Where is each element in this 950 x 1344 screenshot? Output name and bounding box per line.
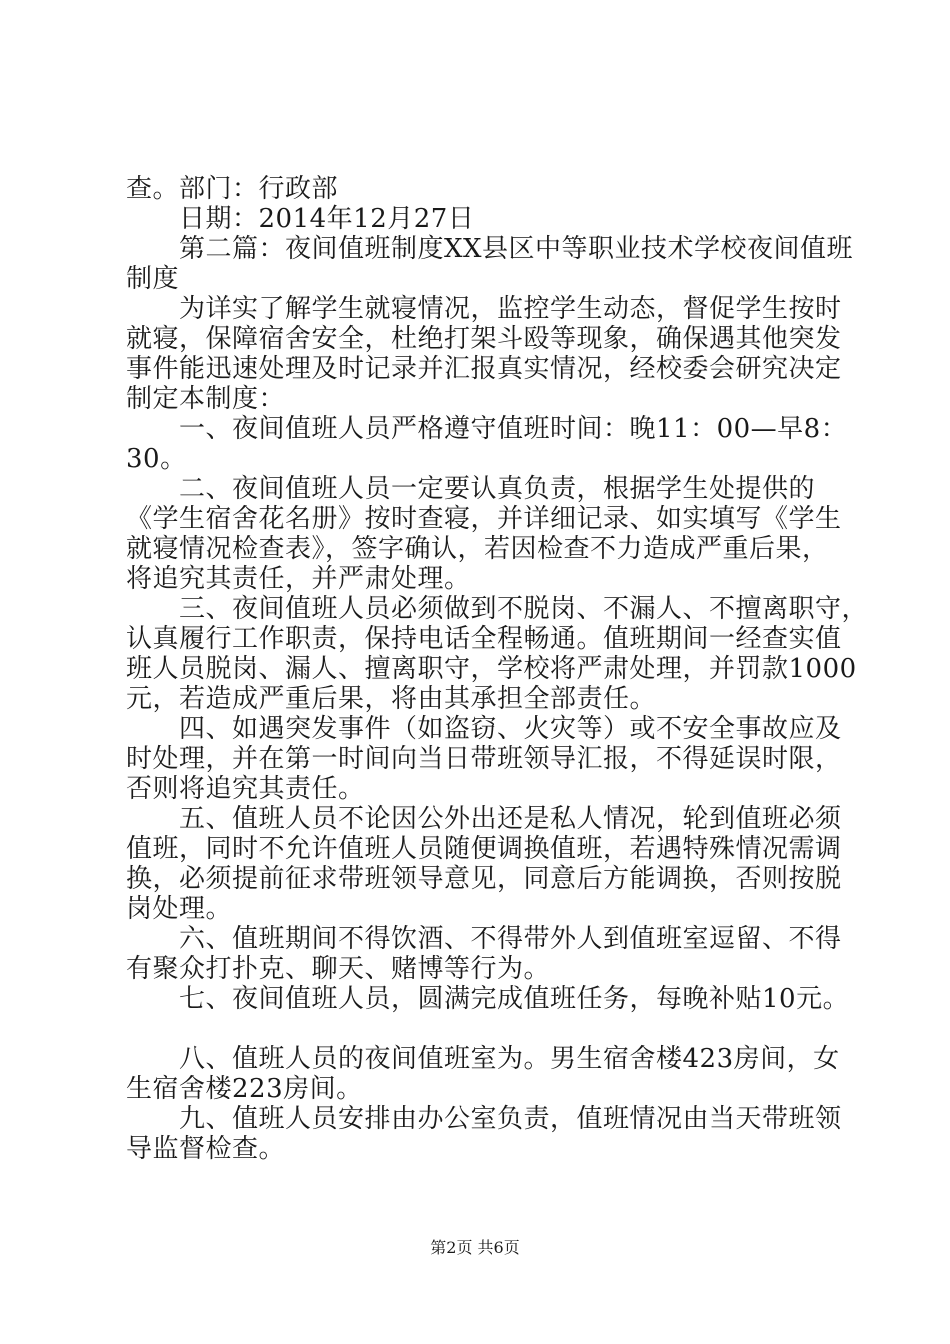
text-line: 将追究其责任，并严肃处理。 — [126, 564, 471, 594]
text-line: 就寝情况检查表》，签字确认，若因检查不力造成严重后果， — [126, 534, 829, 564]
text-line: 七、夜间值班人员，圆满完成值班任务，每晚补贴10元。 — [126, 984, 850, 1014]
text-line: 值班，同时不允许值班人员随便调换值班，若遇特殊情况需调 — [126, 834, 842, 864]
text-line: 八、值班人员的夜间值班室为。男生宿舍楼423房间，女 — [126, 1044, 840, 1074]
text-line: 二、夜间值班人员一定要认真负责，根据学生处提供的 — [126, 474, 816, 504]
paragraph-gap — [126, 1014, 838, 1044]
text-line: 换，必须提前征求带班领导意见，同意后方能调换，否则按脱 — [126, 864, 842, 894]
section-title-line: 制度 — [126, 264, 180, 294]
text-line: 元，若造成严重后果，将由其承担全部责任。 — [126, 684, 657, 714]
text-line: 事件能迅速处理及时记录并汇报真实情况，经校委会研究决定 — [126, 354, 842, 384]
text-line: 时处理，并在第一时间向当日带班领导汇报，不得延误时限， — [126, 744, 842, 774]
text-line: 四、如遇突发事件（如盗窃、火灾等）或不安全事故应及 — [126, 714, 842, 744]
text-line: 九、值班人员安排由办公室负责，值班情况由当天带班领 — [126, 1104, 842, 1134]
text-line: 导监督检查。 — [126, 1134, 286, 1164]
section-title-line: 第二篇：夜间值班制度XX县区中等职业技术学校夜间值班 — [126, 234, 854, 264]
text-line: 生宿舍楼223房间。 — [126, 1074, 363, 1104]
text-line: 查。部门：行政部 — [126, 174, 339, 204]
text-line: 为详实了解学生就寝情况，监控学生动态，督促学生按时 — [126, 294, 842, 324]
text-line: 否则将追究其责任。 — [126, 774, 365, 804]
text-line: 六、值班期间不得饮酒、不得带外人到值班室逗留、不得 — [126, 924, 842, 954]
text-line: 制定本制度： — [126, 384, 286, 414]
text-line: 就寝，保障宿舍安全，杜绝打架斗殴等现象，确保遇其他突发 — [126, 324, 842, 354]
document-body — [126, 174, 869, 1164]
text-line: 三、夜间值班人员必须做到不脱岗、不漏人、不擅离职守， — [126, 594, 869, 624]
text-line: 认真履行工作职责，保持电话全程畅通。值班期间一经查实值 — [126, 624, 842, 654]
text-line: 《学生宿舍花名册》按时查寝，并详细记录、如实填写《学生 — [126, 504, 842, 534]
text-line: 一、夜间值班人员严格遵守值班时间：晚11：00—早8： — [126, 414, 848, 444]
text-line: 岗处理。 — [126, 894, 233, 924]
text-line: 日期：2014年12月27日 — [126, 204, 475, 234]
text-line: 五、值班人员不论因公外出还是私人情况，轮到值班必须 — [126, 804, 842, 834]
text-line: 30。 — [126, 444, 187, 474]
text-line: 班人员脱岗、漏人、擅离职守，学校将严肃处理，并罚款1000 — [126, 654, 857, 684]
page-number-footer: 第2页 共6页 — [430, 1238, 520, 1257]
text-line: 有聚众打扑克、聊天、赌博等行为。 — [126, 954, 551, 984]
